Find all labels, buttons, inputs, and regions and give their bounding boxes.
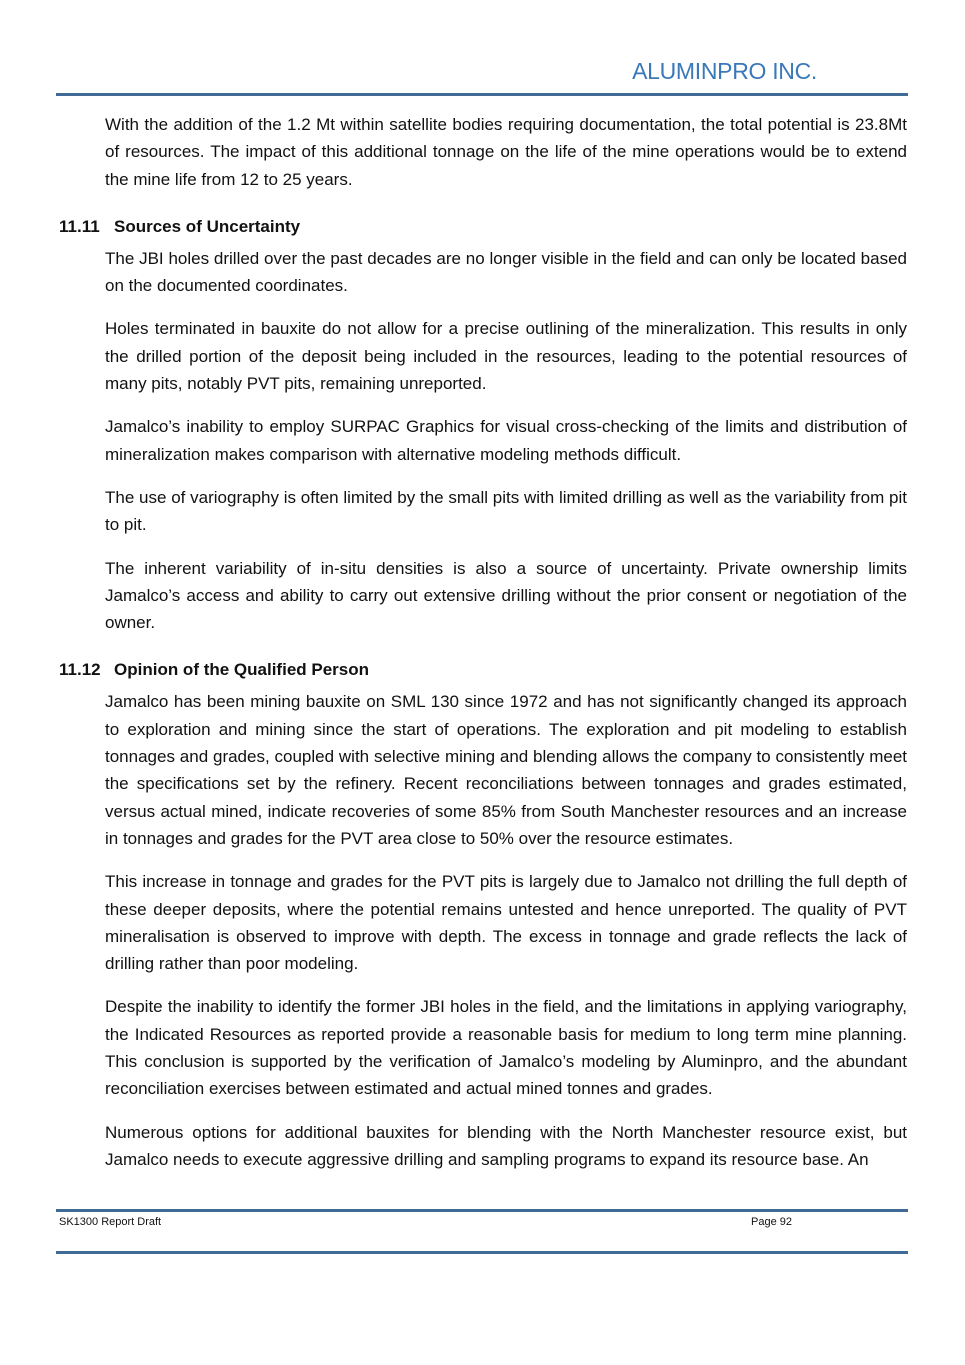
footer-rule-bottom (56, 1251, 908, 1254)
section-number: 11.11 (59, 216, 100, 236)
paragraph: Jamalco’s inability to employ SURPAC Graphics for visual cross-checking of the limits and distribution of mineralization makes comparison with alternative modeling methods difficult. (105, 417, 907, 464)
page-body (0, 111, 965, 1173)
paragraph: The JBI holes drilled over the past decades are no longer visible in the field and can only be located based on the documented coordinates. (105, 248, 907, 296)
footer-rule-top (56, 1209, 908, 1212)
paragraph: Holes terminated in bauxite do not allow for a precise outlining of the mineralization. This results in only the drilled portion of the deposit being included in the resources, leading to the potential resources of many pits, notably PVT pits, remaining unreported. (105, 319, 907, 394)
paragraph: Numerous options for additional bauxites for blending with the North Manchester resource exist, but Jamalco needs to execute aggressive drilling and sampling programs to expand its resource base. An (105, 1122, 907, 1169)
paragraph: The inherent variability of in-situ densities is also a source of uncertainty. Private ownership limits Jamalco’s access and ability to carry out extensive drilling without the prior consent or negotiation of the owner. (105, 558, 907, 633)
header-rule (56, 93, 908, 96)
footer-page-number: Page 92 (751, 1216, 792, 1228)
section-heading (59, 215, 965, 239)
section-heading (59, 658, 965, 682)
footer-report-name: SK1300 Report Draft (59, 1216, 162, 1228)
section-number: 11.12 (59, 660, 101, 680)
section-title: Opinion of the Qualified Person (114, 660, 370, 680)
paragraph: This increase in tonnage and grades for the PVT pits is largely due to Jamalco not drilling the full depth of these deeper deposits, where the potential remains untested and hence unreported. The quality of PVT mineralisation is observed to improve with depth. The excess in tonnage and grade reflects the lack of drilling rather than poor modeling. (105, 872, 907, 974)
paragraph: Despite the inability to identify the former JBI holes in the field, and the limitations in applying variography, the Indicated Resources as reported provide a reasonable basis for medium to long term mine planning. This conclusion is supported by the verification of Jamalco’s modeling by Aluminpro, and the abundant reconciliation exercises between estimated and actual mined tonnes and grades. (105, 997, 907, 1099)
paragraph: The use of variography is often limited by the small pits with limited drilling as well as the variability from pit to pit. (105, 487, 907, 535)
paragraph: Jamalco has been mining bauxite on SML 130 since 1972 and has not significantly changed its approach to exploration and mining since the start of operations. The exploration and pit modeling to establish tonnages and grades, coupled with selective mining and blending allows the company to consistently meet the specifications set by the refinery. Recent reconciliations between tonnages and grades estimated, versus actual mined, indicate recoveries of some 85% from South Manchester resources and an increase in tonnages and grades for the PVT area close to 50% over the resource estimates. (105, 692, 907, 848)
company-name: ALUMINPRO INC. (632, 58, 817, 84)
section-title: Sources of Uncertainty (114, 216, 301, 236)
intro-paragraph: With the addition of the 1.2 Mt within satellite bodies requiring documentation, the total potential is 23.8Mt of resources. The impact of this additional tonnage on the life of the mine operations would be to extend the mine life from 12 to 25 years. (105, 115, 907, 189)
